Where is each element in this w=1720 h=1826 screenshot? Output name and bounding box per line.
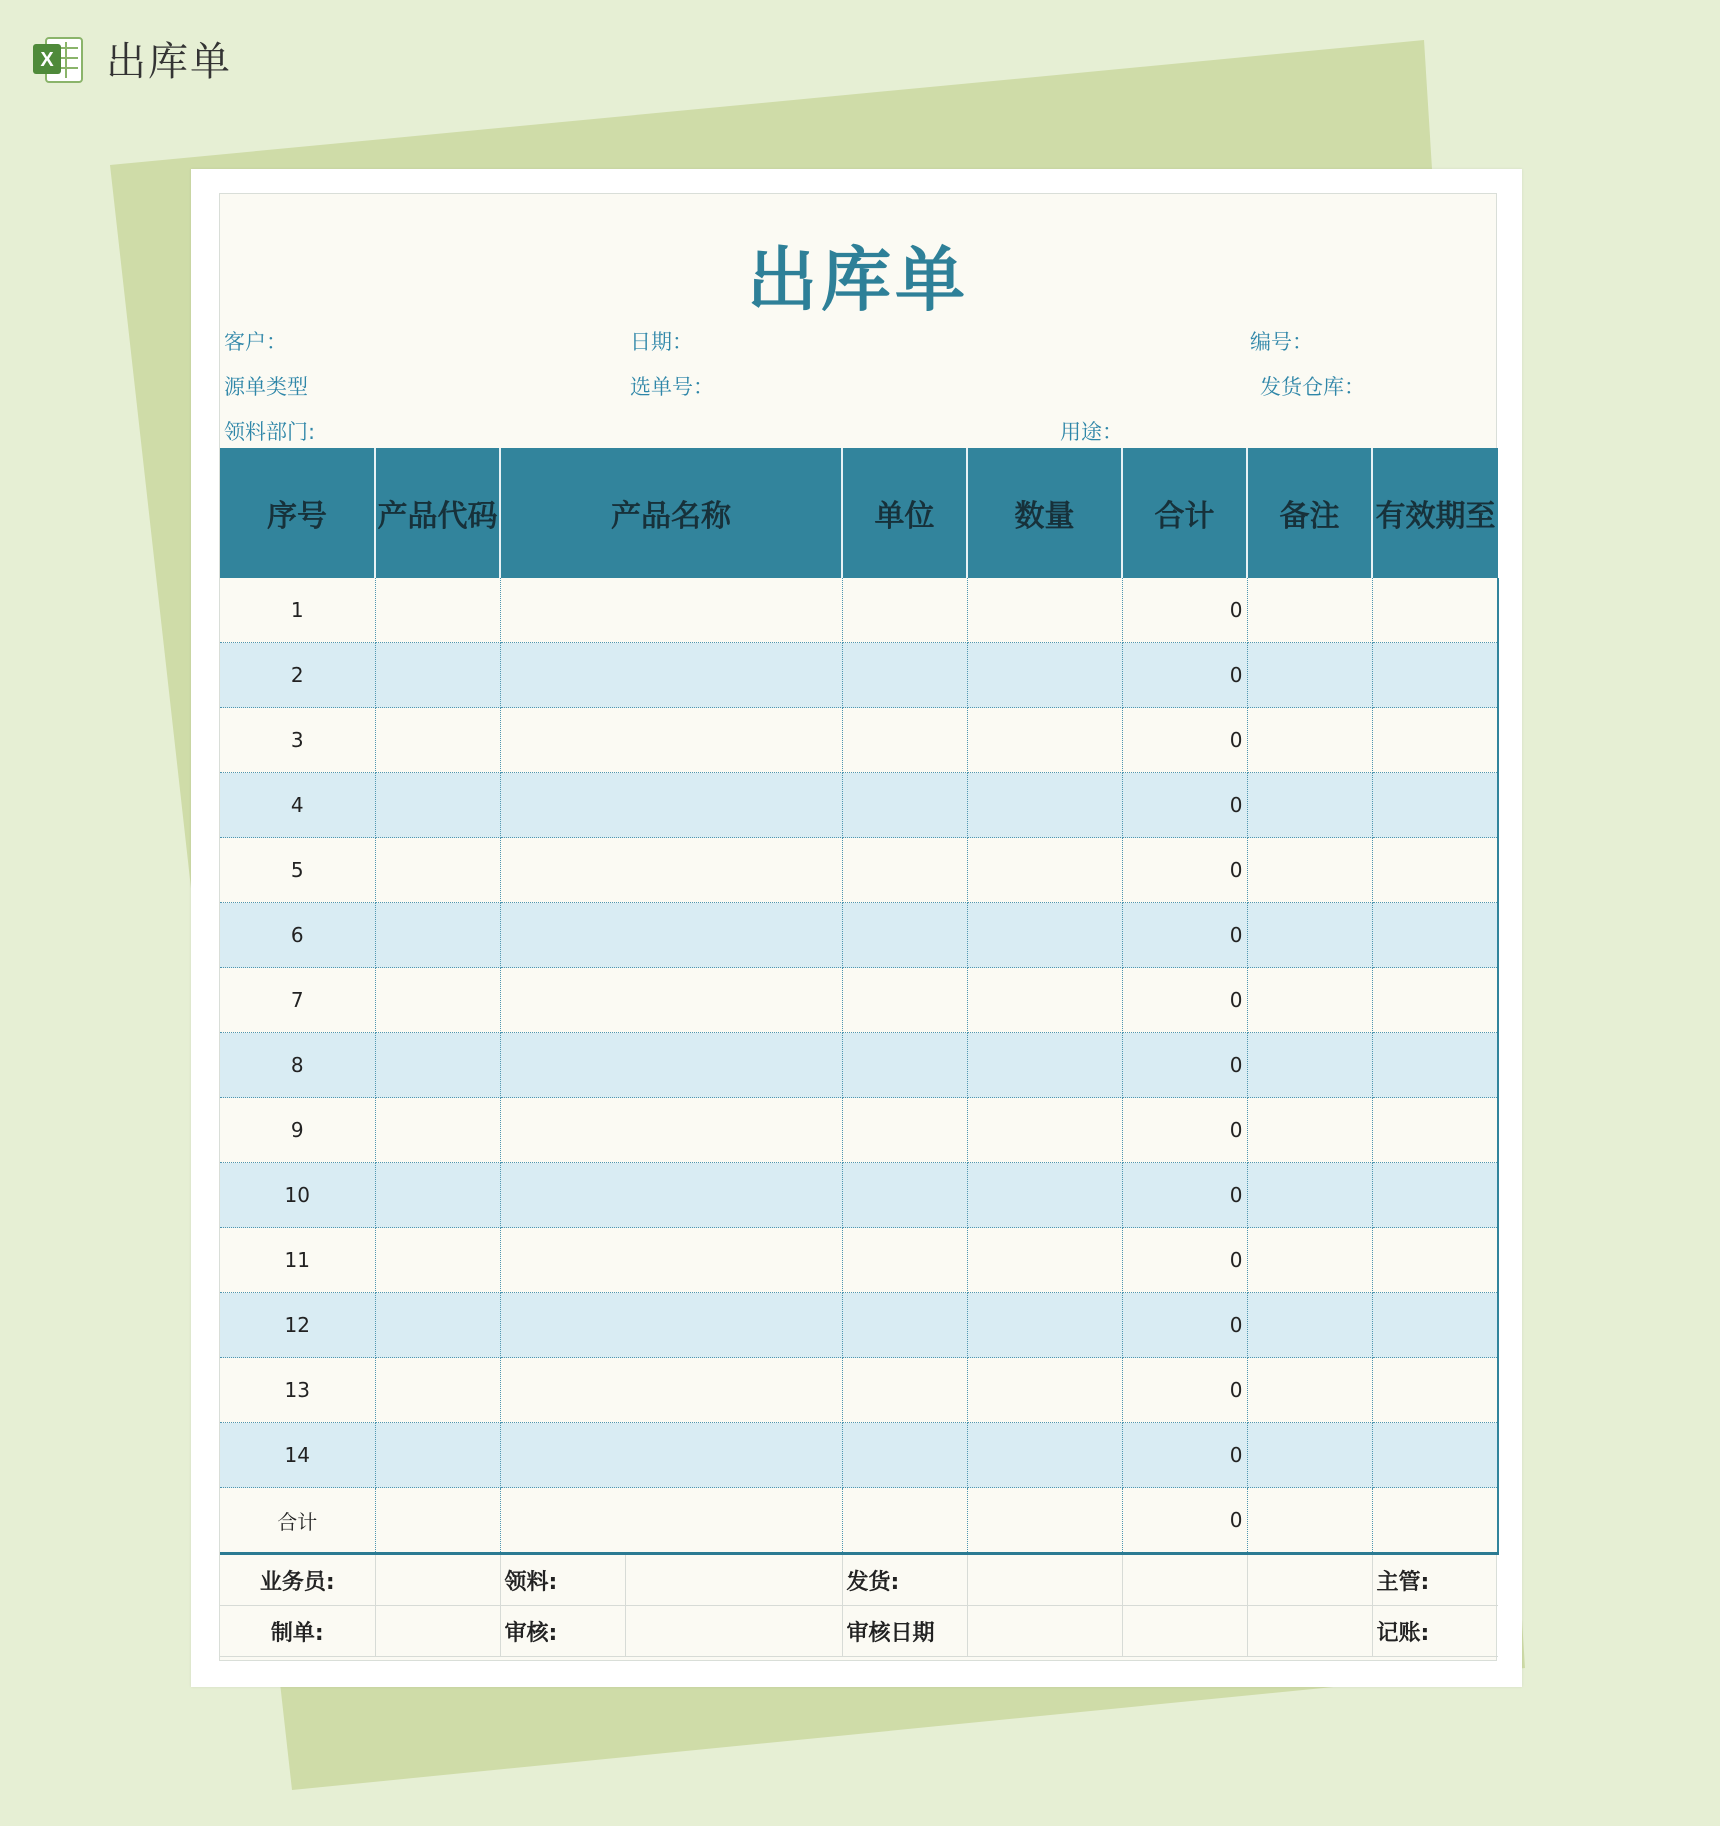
seq-cell: 8 [220, 1033, 375, 1098]
header-expiry[interactable]: 有效期至 [1372, 448, 1498, 578]
selected-number-label: 选单号： [630, 375, 714, 399]
total-cell: 0 [1122, 968, 1247, 1033]
product-name-cell[interactable] [500, 1358, 842, 1423]
salesperson-label: 业务员: [220, 1555, 375, 1606]
product-code-cell[interactable] [375, 1423, 500, 1488]
unit-cell[interactable] [842, 1228, 967, 1293]
seq-cell: 14 [220, 1423, 375, 1488]
header-product-code[interactable]: 产品代码 [375, 448, 500, 578]
total-cell: 0 [1122, 1423, 1247, 1488]
product-name-cell[interactable] [500, 708, 842, 773]
signature-row [220, 1555, 1498, 1606]
table-row [220, 578, 1498, 643]
remarks-cell[interactable] [1247, 708, 1372, 773]
product-code-cell[interactable] [375, 643, 500, 708]
prepared-by-label: 制单: [220, 1606, 375, 1657]
product-name-cell[interactable] [500, 838, 842, 903]
header-total[interactable]: 合计 [1122, 448, 1247, 578]
table-row [220, 708, 1498, 773]
date-label: 日期： [630, 330, 693, 354]
unit-cell[interactable] [842, 1293, 967, 1358]
items-table [220, 448, 1499, 1555]
product-code-cell[interactable] [375, 578, 500, 643]
unit-cell[interactable] [842, 1098, 967, 1163]
review-date-label: 审核日期 [842, 1606, 967, 1657]
delivery-cell[interactable] [967, 1555, 1122, 1606]
expiry-cell[interactable] [1372, 773, 1498, 838]
expiry-cell[interactable] [1372, 968, 1498, 1033]
product-code-cell[interactable] [375, 1033, 500, 1098]
salesperson-cell[interactable] [375, 1555, 500, 1606]
table-row [220, 903, 1498, 968]
warehouse-label: 发货仓库： [1260, 375, 1365, 399]
product-name-cell[interactable] [500, 1033, 842, 1098]
table-row [220, 838, 1498, 903]
expiry-cell[interactable] [1372, 903, 1498, 968]
unit-cell[interactable] [842, 773, 967, 838]
table-row [220, 1098, 1498, 1163]
table-row [220, 1358, 1498, 1423]
seq-cell: 12 [220, 1293, 375, 1358]
product-name-cell[interactable] [500, 1293, 842, 1358]
total-cell: 0 [1122, 643, 1247, 708]
blank-cell[interactable] [1247, 1606, 1372, 1657]
quantity-cell[interactable] [967, 1423, 1122, 1488]
expiry-cell[interactable] [1372, 643, 1498, 708]
expiry-cell[interactable] [1372, 1358, 1498, 1423]
total-cell: 0 [1122, 1293, 1247, 1358]
seq-cell: 3 [220, 708, 375, 773]
review-date-cell[interactable] [967, 1606, 1122, 1657]
app-title: 出库单 [106, 39, 232, 85]
prepared-by-cell[interactable] [375, 1606, 500, 1657]
number-label: 编号： [1250, 330, 1313, 354]
product-name-cell[interactable] [500, 903, 842, 968]
customer-label: 客户： [224, 330, 287, 354]
expiry-cell[interactable] [1372, 1228, 1498, 1293]
expiry-cell[interactable] [1372, 1033, 1498, 1098]
table-row [220, 968, 1498, 1033]
total-row [220, 1488, 1498, 1554]
total-cell: 0 [1122, 1358, 1247, 1423]
remarks-cell[interactable] [1247, 643, 1372, 708]
quantity-cell[interactable] [967, 1358, 1122, 1423]
table-row [220, 773, 1498, 838]
unit-cell[interactable] [842, 708, 967, 773]
product-code-cell[interactable] [375, 708, 500, 773]
remarks-cell[interactable] [1247, 838, 1372, 903]
product-name-cell[interactable] [500, 578, 842, 643]
reviewer-cell[interactable] [625, 1606, 842, 1657]
total-cell: 0 [1122, 708, 1247, 773]
seq-cell: 5 [220, 838, 375, 903]
remarks-cell[interactable] [1247, 1488, 1372, 1554]
material-label: 领料: [500, 1555, 625, 1606]
product-name-cell[interactable] [500, 1488, 842, 1554]
blank-cell[interactable] [1122, 1606, 1247, 1657]
product-name-cell[interactable] [500, 643, 842, 708]
table-row [220, 1293, 1498, 1358]
total-cell: 0 [1122, 1163, 1247, 1228]
quantity-cell[interactable] [967, 838, 1122, 903]
quantity-cell[interactable] [967, 1293, 1122, 1358]
expiry-cell[interactable] [1372, 1293, 1498, 1358]
expiry-cell[interactable] [1372, 1163, 1498, 1228]
header-product-name[interactable]: 产品名称 [500, 448, 842, 578]
seq-cell: 7 [220, 968, 375, 1033]
quantity-cell[interactable] [967, 1228, 1122, 1293]
svg-text:X: X [40, 48, 54, 71]
unit-cell[interactable] [842, 1423, 967, 1488]
seq-cell: 11 [220, 1228, 375, 1293]
product-name-cell[interactable] [500, 1228, 842, 1293]
table-header-row [220, 448, 1498, 578]
total-cell: 0 [1122, 578, 1247, 643]
product-name-cell[interactable] [500, 1163, 842, 1228]
product-code-cell[interactable] [375, 1228, 500, 1293]
quantity-cell[interactable] [967, 903, 1122, 968]
excel-icon [30, 32, 86, 86]
unit-cell[interactable] [842, 903, 967, 968]
product-code-cell[interactable] [375, 1163, 500, 1228]
quantity-cell[interactable] [967, 773, 1122, 838]
quantity-cell[interactable] [967, 708, 1122, 773]
remarks-cell[interactable] [1247, 1098, 1372, 1163]
remarks-cell[interactable] [1247, 773, 1372, 838]
quantity-cell[interactable] [967, 1098, 1122, 1163]
total-cell: 0 [1122, 1033, 1247, 1098]
table-row [220, 1423, 1498, 1488]
expiry-cell[interactable] [1372, 1423, 1498, 1488]
bookkeeping-label: 记账: [1372, 1606, 1498, 1657]
material-cell[interactable] [625, 1555, 842, 1606]
remarks-cell[interactable] [1247, 1163, 1372, 1228]
quantity-cell[interactable] [967, 578, 1122, 643]
seq-cell: 10 [220, 1163, 375, 1228]
seq-cell: 9 [220, 1098, 375, 1163]
product-name-cell[interactable] [500, 1423, 842, 1488]
remarks-cell[interactable] [1247, 578, 1372, 643]
total-cell: 0 [1122, 838, 1247, 903]
seq-cell: 6 [220, 903, 375, 968]
remarks-cell[interactable] [1247, 1293, 1372, 1358]
table-row [220, 1033, 1498, 1098]
product-name-cell[interactable] [500, 968, 842, 1033]
product-name-cell[interactable] [500, 773, 842, 838]
unit-cell[interactable] [842, 1358, 967, 1423]
remarks-cell[interactable] [1247, 903, 1372, 968]
supervisor-label: 主管: [1372, 1555, 1498, 1606]
outbound-form [219, 193, 1497, 1661]
product-name-cell[interactable] [500, 1098, 842, 1163]
seq-cell: 2 [220, 643, 375, 708]
header-seq[interactable]: 序号 [220, 448, 375, 578]
product-code-cell[interactable] [375, 903, 500, 968]
header-remarks[interactable]: 备注 [1247, 448, 1372, 578]
remarks-cell[interactable] [1247, 968, 1372, 1033]
seq-cell: 13 [220, 1358, 375, 1423]
product-code-cell[interactable] [375, 1098, 500, 1163]
product-code-cell[interactable] [375, 1358, 500, 1423]
document-title: 出库单 [747, 239, 969, 321]
remarks-cell[interactable] [1247, 1358, 1372, 1423]
product-code-cell[interactable] [375, 1293, 500, 1358]
remarks-cell[interactable] [1247, 1228, 1372, 1293]
unit-cell[interactable] [842, 1488, 967, 1554]
product-code-cell[interactable] [375, 838, 500, 903]
total-cell: 0 [1122, 903, 1247, 968]
header-quantity[interactable]: 数量 [967, 448, 1122, 578]
table-row [220, 1228, 1498, 1293]
table-row [220, 643, 1498, 708]
quantity-cell[interactable] [967, 1488, 1122, 1554]
expiry-cell[interactable] [1372, 708, 1498, 773]
total-cell: 0 [1122, 1228, 1247, 1293]
unit-cell[interactable] [842, 838, 967, 903]
header-unit[interactable]: 单位 [842, 448, 967, 578]
expiry-cell[interactable] [1372, 1098, 1498, 1163]
app-header [30, 30, 232, 87]
quantity-cell[interactable] [967, 968, 1122, 1033]
blank-cell[interactable] [1247, 1555, 1372, 1606]
quantity-cell[interactable] [967, 1163, 1122, 1228]
blank-cell[interactable] [1122, 1555, 1247, 1606]
quantity-cell[interactable] [967, 643, 1122, 708]
unit-cell[interactable] [842, 578, 967, 643]
total-cell: 0 [1122, 1098, 1247, 1163]
product-code-cell[interactable] [375, 968, 500, 1033]
product-code-cell[interactable] [375, 773, 500, 838]
unit-cell[interactable] [842, 968, 967, 1033]
department-label: 领料部门: [224, 420, 316, 444]
signature-row [220, 1606, 1498, 1657]
unit-cell[interactable] [842, 643, 967, 708]
total-cell: 0 [1122, 773, 1247, 838]
signature-table [220, 1555, 1498, 1657]
unit-cell[interactable] [842, 1163, 967, 1228]
reviewer-label: 审核: [500, 1606, 625, 1657]
seq-cell: 4 [220, 773, 375, 838]
expiry-cell[interactable] [1372, 838, 1498, 903]
paper [191, 169, 1522, 1687]
grand-total-cell: 0 [1122, 1488, 1247, 1554]
delivery-label: 发货: [842, 1555, 967, 1606]
purpose-label: 用途： [1060, 420, 1123, 444]
quantity-cell[interactable] [967, 1033, 1122, 1098]
seq-cell: 1 [220, 578, 375, 643]
expiry-cell[interactable] [1372, 578, 1498, 643]
remarks-cell[interactable] [1247, 1423, 1372, 1488]
table-row [220, 1163, 1498, 1228]
total-label: 合计 [220, 1488, 375, 1554]
expiry-cell[interactable] [1372, 1488, 1498, 1554]
source-type-label: 源单类型 [224, 375, 308, 399]
product-code-cell[interactable] [375, 1488, 500, 1554]
remarks-cell[interactable] [1247, 1033, 1372, 1098]
unit-cell[interactable] [842, 1033, 967, 1098]
